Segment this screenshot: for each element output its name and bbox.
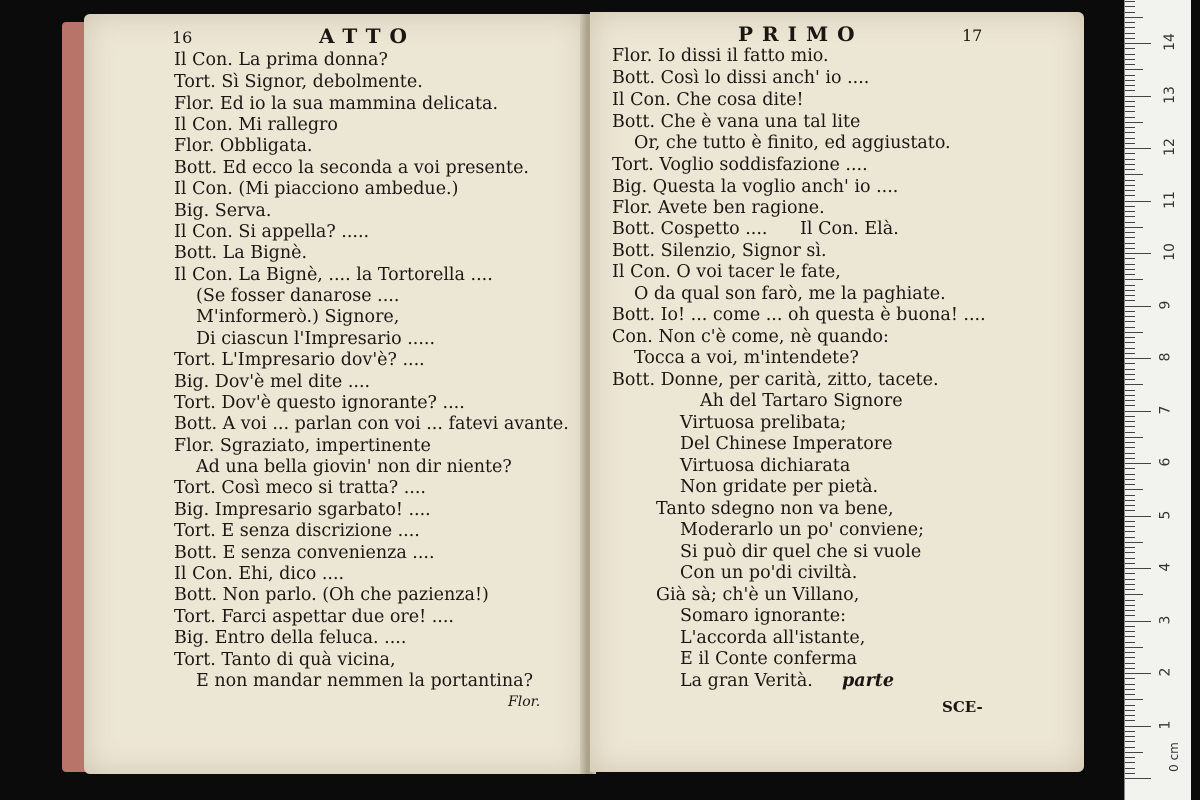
ruler-tick — [1125, 668, 1135, 669]
ruler-tick — [1125, 101, 1135, 102]
ruler-tick — [1125, 243, 1135, 244]
ruler-tick — [1125, 400, 1135, 401]
ruler-tick — [1125, 390, 1135, 391]
ruler-tick — [1125, 190, 1135, 191]
ruler-tick — [1125, 274, 1135, 275]
ruler-tick — [1125, 768, 1135, 769]
ruler-tick — [1125, 778, 1151, 779]
ruler-number: 7 — [1157, 405, 1174, 414]
ruler-tick — [1125, 363, 1135, 364]
ruler-tick — [1125, 353, 1135, 354]
ruler-tick — [1125, 610, 1135, 611]
left-page-text-line: Ad una bella giovin' non dir niente? — [196, 457, 512, 477]
right-page-text-line: Bott. Donne, per carità, zitto, tacete. — [612, 370, 939, 390]
left-page-text-line: Il Con. Ehi, dico .... — [174, 564, 345, 584]
right-page-text-line: Si può dir quel che si vuole — [680, 542, 922, 562]
ruler-number: 10 — [1161, 243, 1178, 261]
ruler-tick — [1125, 416, 1135, 417]
ruler-tick — [1125, 117, 1135, 118]
right-page-text-line: Il Con. O voi tacer le fate, — [612, 262, 841, 282]
ruler-tick — [1125, 458, 1135, 459]
ruler-tick — [1125, 169, 1135, 170]
right-page-text-line: Non gridate per pietà. — [680, 477, 879, 497]
ruler-tick — [1125, 626, 1135, 627]
ruler-tick — [1125, 647, 1143, 648]
left-page-text-line: Il Con. Si appella? ..... — [174, 222, 370, 242]
ruler-number: 4 — [1157, 562, 1174, 572]
left-page-text-line: Bott. Ed ecco la seconda a voi presente. — [174, 158, 529, 178]
ruler-tick — [1125, 542, 1143, 543]
ruler-tick — [1125, 185, 1135, 186]
ruler-tick — [1125, 479, 1135, 480]
ruler-number: 1 — [1157, 720, 1174, 729]
left-catchword: Flor. — [508, 694, 541, 710]
ruler-tick — [1125, 111, 1135, 112]
ruler-tick — [1125, 442, 1135, 443]
ruler-tick — [1125, 122, 1143, 123]
ruler-tick — [1125, 537, 1135, 538]
left-page-text-line: Big. Dov'è mel dite .... — [174, 372, 371, 392]
right-page-text-line: Tort. Voglio soddisfazione .... — [612, 155, 868, 175]
ruler-tick — [1125, 253, 1151, 254]
ruler-tick — [1125, 279, 1143, 280]
ruler-tick — [1125, 300, 1135, 301]
ruler-tick — [1125, 621, 1151, 622]
ruler-tick — [1125, 216, 1135, 217]
right-page-text-line: Bott. Cospetto .... — [612, 219, 768, 239]
ruler-tick — [1125, 411, 1151, 412]
ruler-tick — [1125, 579, 1135, 580]
ruler-tick — [1125, 311, 1135, 312]
ruler-tick — [1125, 237, 1135, 238]
ruler-tick — [1125, 33, 1135, 34]
right-page-text-line: Del Chinese Imperatore — [680, 434, 893, 454]
ruler-tick — [1125, 206, 1135, 207]
ruler-tick — [1125, 379, 1135, 380]
ruler-tick — [1125, 348, 1135, 349]
right-page — [590, 12, 1084, 772]
left-page-text-line: Flor. Sgraziato, impertinente — [174, 436, 431, 456]
ruler-tick — [1125, 384, 1143, 385]
left-page-text-line: M'informerò.) Signore, — [196, 307, 400, 327]
ruler-tick — [1125, 80, 1135, 81]
ruler-tick — [1125, 605, 1135, 606]
ruler-tick — [1125, 138, 1135, 139]
ruler-tick — [1125, 211, 1135, 212]
ruler-tick — [1125, 636, 1135, 637]
left-page-text-line: Tort. Farci aspettar due ore! .... — [174, 607, 454, 627]
ruler-tick — [1125, 684, 1135, 685]
ruler-tick — [1125, 642, 1135, 643]
left-page-text-line: Tort. E senza discrizione .... — [174, 521, 420, 541]
right-page-text-line: La gran Verità. — [680, 671, 813, 691]
right-page-text — [590, 12, 1084, 772]
ruler-tick — [1125, 652, 1135, 653]
right-page-number: 17 — [962, 26, 983, 45]
right-page-text-line: Virtuosa dichiarata — [680, 456, 851, 476]
left-page-text-line: E non mandar nemmen la portantina? — [196, 671, 533, 691]
ruler-tick — [1125, 306, 1151, 307]
ruler-tick — [1125, 90, 1135, 91]
left-page-text-line: (Se fosser danarose .... — [196, 286, 400, 306]
ruler-tick — [1125, 447, 1135, 448]
ruler-tick — [1125, 731, 1135, 732]
right-page-text-line: Tocca a voi, m'intendete? — [634, 348, 859, 368]
ruler-number: 5 — [1157, 510, 1174, 519]
ruler-tick — [1125, 531, 1135, 532]
ruler-tick — [1125, 584, 1135, 585]
ruler-number: 9 — [1157, 300, 1174, 309]
ruler-tick — [1125, 689, 1135, 690]
left-page-text-line: Il Con. (Mi piacciono ambedue.) — [174, 179, 459, 199]
ruler-tick — [1125, 54, 1135, 55]
ruler-tick — [1125, 174, 1143, 175]
left-page-text-line: Tort. L'Impresario dov'è? .... — [174, 350, 425, 370]
ruler-unit-label: 0 cm — [1166, 742, 1181, 772]
ruler-tick — [1125, 526, 1135, 527]
ruler-tick — [1125, 600, 1135, 601]
ruler-tick — [1125, 12, 1135, 13]
ruler-tick — [1125, 369, 1135, 370]
ruler-tick — [1125, 290, 1135, 291]
ruler-tick — [1125, 421, 1135, 422]
ruler-tick — [1125, 705, 1135, 706]
ruler-tick — [1125, 248, 1135, 249]
left-running-head: ATTO — [319, 24, 416, 48]
ruler-tick — [1125, 573, 1135, 574]
ruler-tick — [1125, 295, 1135, 296]
ruler-tick — [1125, 17, 1143, 18]
right-page-text-line: Flor. Io dissi il fatto mio. — [612, 46, 829, 66]
ruler-tick — [1125, 342, 1135, 343]
ruler-number: 8 — [1157, 352, 1174, 362]
ruler-tick — [1125, 337, 1135, 338]
ruler-tick — [1125, 96, 1151, 97]
ruler-tick — [1125, 405, 1135, 406]
ruler-tick — [1125, 489, 1143, 490]
left-page-text-line: Big. Impresario sgarbato! .... — [174, 500, 431, 520]
left-page-text-line: Big. Entro della feluca. .... — [174, 628, 407, 648]
ruler-tick — [1125, 589, 1135, 590]
ruler-tick — [1125, 43, 1151, 44]
right-page-text-line: Bott. Così lo dissi anch' io .... — [612, 68, 870, 88]
ruler-tick — [1125, 510, 1135, 511]
right-page-text-line: Ah del Tartaro Signore — [700, 391, 903, 411]
ruler-tick — [1125, 752, 1143, 753]
ruler-tick — [1125, 615, 1135, 616]
ruler-tick — [1125, 327, 1135, 328]
ruler-tick — [1125, 6, 1135, 7]
ruler-tick — [1125, 1, 1135, 2]
ruler-tick — [1125, 505, 1135, 506]
left-page-text — [84, 14, 586, 774]
ruler-tick — [1125, 75, 1135, 76]
ruler-tick — [1125, 474, 1135, 475]
ruler-tick — [1125, 269, 1135, 270]
ruler-tick — [1125, 201, 1151, 202]
ruler-tick — [1125, 164, 1135, 165]
ruler-tick — [1125, 180, 1135, 181]
left-page-text-line: Bott. E senza convenienza .... — [174, 543, 435, 563]
ruler-tick — [1125, 558, 1135, 559]
ruler-tick — [1125, 127, 1135, 128]
ruler-tick — [1125, 699, 1143, 700]
left-page-text-line: Di ciascun l'Impresario ..... — [196, 329, 436, 349]
left-page-text-line: Big. Serva. — [174, 201, 272, 221]
ruler-number: 11 — [1161, 190, 1178, 209]
ruler-tick — [1125, 59, 1135, 60]
ruler-tick — [1125, 38, 1135, 39]
ruler-tick — [1125, 694, 1135, 695]
ruler-tick — [1125, 710, 1135, 711]
ruler-tick — [1125, 516, 1151, 517]
right-page-text-line: Or, che tutto è finito, ed aggiustato. — [634, 133, 951, 153]
ruler-tick — [1125, 426, 1135, 427]
ruler-tick — [1125, 258, 1135, 259]
right-page-text-line: parte — [842, 671, 895, 691]
ruler-tick — [1125, 64, 1135, 65]
right-page-text-line: E il Conte conferma — [680, 649, 858, 669]
ruler-tick — [1125, 663, 1135, 664]
right-page-text-line: L'accorda all'istante, — [680, 628, 866, 648]
ruler-tick — [1125, 594, 1143, 595]
ruler-tick — [1125, 757, 1135, 758]
right-page-text-line: Tanto sdegno non va bene, — [656, 499, 894, 519]
ruler-tick — [1125, 222, 1135, 223]
right-page-text-line: O da qual son farò, me la paghiate. — [634, 284, 946, 304]
ruler-tick — [1125, 321, 1135, 322]
right-page-text-line: Bott. Io! ... come ... oh questa è buona! .... — [612, 305, 986, 325]
left-page-text-line: Flor. Obbligata. — [174, 136, 313, 156]
ruler-tick — [1125, 552, 1135, 553]
right-page-text-line: Flor. Avete ben ragione. — [612, 198, 825, 218]
measurement-ruler — [1124, 0, 1191, 800]
ruler-tick — [1125, 374, 1135, 375]
left-page-text-line: Il Con. Mi rallegro — [174, 115, 338, 135]
ruler-tick — [1125, 227, 1143, 228]
ruler-tick — [1125, 195, 1135, 196]
ruler-number: 12 — [1161, 138, 1178, 156]
ruler-tick — [1125, 132, 1135, 133]
ruler-number: 6 — [1157, 457, 1174, 467]
ruler-tick — [1125, 85, 1135, 86]
left-page-text-line: Tort. Tanto di quà vicina, — [174, 650, 396, 670]
left-page-text-line: Tort. Dov'è questo ignorante? .... — [174, 393, 465, 413]
left-page-text-line: Tort. Sì Signor, debolmente. — [174, 72, 423, 92]
right-page-text-line: Somaro ignorante: — [680, 606, 846, 626]
ruler-tick — [1125, 773, 1135, 774]
ruler-tick — [1125, 453, 1135, 454]
ruler-tick — [1125, 143, 1135, 144]
ruler-tick — [1125, 148, 1151, 149]
ruler-tick — [1125, 468, 1135, 469]
ruler-number: 2 — [1157, 667, 1174, 677]
left-page-text-line: Bott. Non parlo. (Oh che pazienza!) — [174, 585, 489, 605]
ruler-tick — [1125, 741, 1135, 742]
ruler-tick — [1125, 715, 1135, 716]
ruler-tick — [1125, 657, 1135, 658]
right-page-text-line: Con. Non c'è come, nè quando: — [612, 327, 889, 347]
ruler-tick — [1125, 432, 1135, 433]
ruler-tick — [1125, 69, 1143, 70]
right-page-text-line: Già sà; ch'è un Villano, — [656, 585, 860, 605]
ruler-tick — [1125, 22, 1135, 23]
ruler-tick — [1125, 106, 1135, 107]
right-page-text-line: Moderarlo un po' conviene; — [680, 520, 925, 540]
ruler-tick — [1125, 747, 1135, 748]
ruler-tick — [1125, 232, 1135, 233]
ruler-tick — [1125, 563, 1135, 564]
left-page-number: 16 — [172, 28, 193, 47]
ruler-tick — [1125, 395, 1135, 396]
ruler-tick — [1125, 159, 1135, 160]
ruler-tick — [1125, 463, 1151, 464]
right-catchword: SCE- — [942, 698, 983, 716]
right-page-text-line: Il Con. Che cosa dite! — [612, 90, 804, 110]
right-page-text-line: Con un po'di civiltà. — [680, 563, 858, 583]
ruler-tick — [1125, 726, 1151, 727]
right-page-text-line: Big. Questa la voglio anch' io .... — [612, 177, 899, 197]
ruler-tick — [1125, 631, 1135, 632]
left-page-text-line: Il Con. La prima donna? — [174, 50, 388, 70]
ruler-tick — [1125, 316, 1135, 317]
ruler-tick — [1125, 285, 1135, 286]
ruler-tick — [1125, 547, 1135, 548]
left-page — [84, 14, 586, 774]
ruler-tick — [1125, 48, 1135, 49]
right-page-text-line: Bott. Che è vana una tal lite — [612, 112, 861, 132]
ruler-tick — [1125, 27, 1135, 28]
ruler-tick — [1125, 762, 1135, 763]
ruler-tick — [1125, 500, 1135, 501]
left-page-text-line: Bott. A voi ... parlan con voi ... fatevi avante. — [174, 414, 569, 434]
left-page-text-line: Il Con. La Bignè, .... la Tortorella .... — [174, 265, 493, 285]
ruler-number: 13 — [1161, 85, 1178, 104]
ruler-tick — [1125, 495, 1135, 496]
ruler-tick — [1125, 153, 1135, 154]
right-page-text-line: Bott. Silenzio, Signor sì. — [612, 241, 827, 261]
ruler-tick — [1125, 332, 1143, 333]
ruler-number: 3 — [1157, 615, 1174, 624]
right-page-text-line: Il Con. Elà. — [800, 219, 899, 239]
right-running-head: PRIMO — [738, 22, 864, 46]
ruler-tick — [1125, 484, 1135, 485]
right-page-text-line: Virtuosa prelibata; — [680, 413, 847, 433]
left-page-text-line: Tort. Così meco si tratta? .... — [174, 478, 426, 498]
ruler-number: 14 — [1161, 33, 1178, 51]
left-page-text-line: Bott. La Bignè. — [174, 243, 308, 263]
ruler-tick — [1125, 521, 1135, 522]
ruler-tick — [1125, 678, 1135, 679]
ruler-tick — [1125, 736, 1135, 737]
ruler-tick — [1125, 264, 1135, 265]
ruler-tick — [1125, 358, 1151, 359]
ruler-tick — [1125, 720, 1135, 721]
ruler-tick — [1125, 437, 1143, 438]
left-page-text-line: Flor. Ed io la sua mammina delicata. — [174, 94, 499, 114]
ruler-tick — [1125, 673, 1151, 674]
ruler-tick — [1125, 568, 1151, 569]
